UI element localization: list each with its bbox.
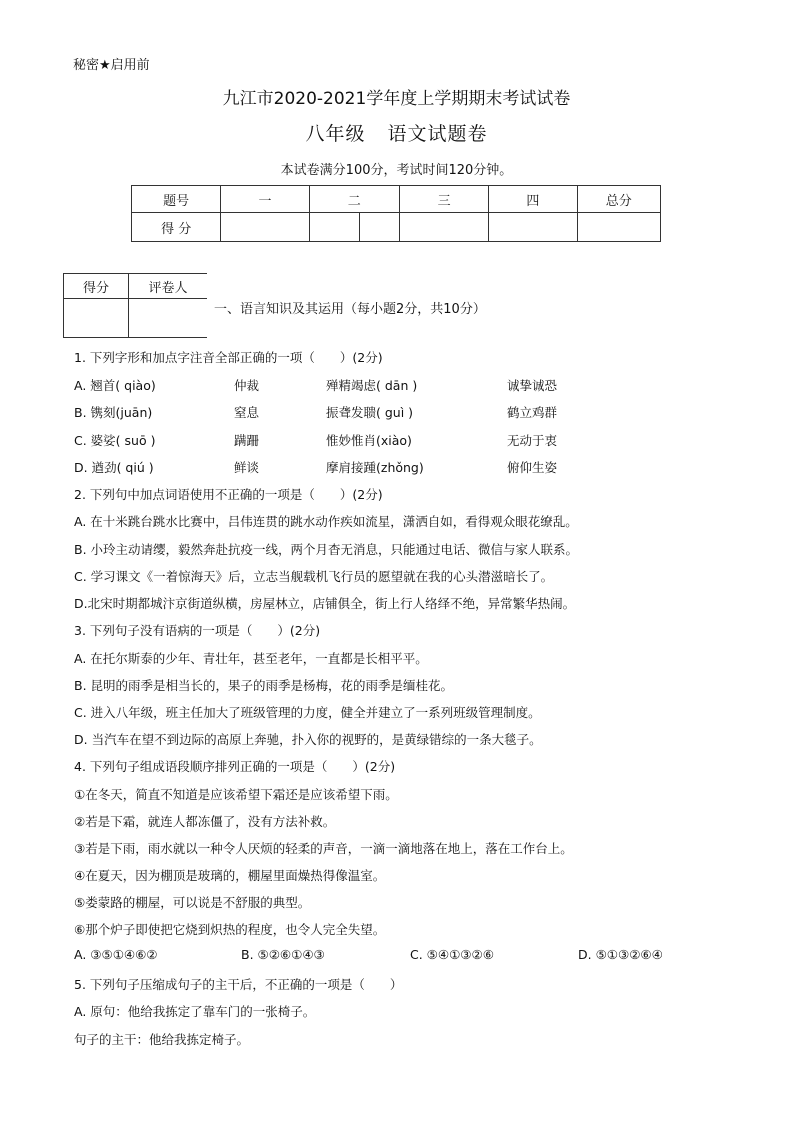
score-cell[interactable] [577,213,660,242]
q1-option-a-1: A. 翘首( qiào) [74,378,156,393]
q4-option-d: D. ⑤①③②⑥④ [578,947,663,962]
q1-option-b-2: 窒息 [234,405,260,420]
q1-option-b-3: 振聋发聩( guì ) [326,405,414,420]
q4-sentence-3: ③若是下雨，雨水就以一种令人厌烦的轻柔的声音，一滴一滴地落在地上，落在工作台上。 [74,841,573,856]
exam-subtitle [0,119,793,146]
q3-option-d: D. 当汽车在望不到边际的高原上奔驰，扑入你的视野的，是黄绿错综的一条大毯子。 [74,732,542,747]
q4-sentence-6: ⑥那个炉子即使把它烧到炽热的程度，也令人完全失望。 [74,922,386,937]
score-cell[interactable] [309,213,360,242]
q1-option-d-2: 鲜谈 [234,460,260,475]
q1-option-c-2: 蹒跚 [234,433,260,448]
score-header-cell: 总分 [577,186,660,213]
q5-option-a-main: 句子的主干：他给我拣定椅子。 [74,1032,250,1047]
q2-option-d: D.北宋时期都城汴京街道纵横，房屋林立，店铺俱全，街上行人络绎不绝，异常繁华热闹。 [74,596,576,611]
grader-name-cell[interactable] [129,299,208,338]
score-cell[interactable] [221,213,309,242]
score-header-cell: 四 [489,186,577,213]
q1-option-d-1: D. 遒劲( qiú ) [74,460,154,475]
q4-sentence-4: ④在夏天，因为棚顶是玻璃的，棚屋里面燥热得像温室。 [74,868,386,883]
score-header-cell: 题号 [132,186,221,213]
q4-sentence-1: ①在冬天，简直不知道是应该希望下霜还是应该希望下雨。 [74,787,398,802]
question-2-stem: 2. 下列句中加点词语使用不正确的一项是（ ）(2分) [74,487,383,502]
q1-option-a-4: 诚挚诚恐 [507,378,558,393]
q3-option-b: B. 昆明的雨季是相当长的，果子的雨季是杨梅，花的雨季是缅桂花。 [74,678,454,693]
score-table-header-row [132,186,661,213]
q1-option-b-4: 鹤立鸡群 [507,405,558,420]
q3-option-c: C. 进入八年级，班主任加大了班级管理的力度，健全并建立了一系列班级管理制度。 [74,705,541,720]
score-cell[interactable] [489,213,577,242]
question-4-stem: 4. 下列句子组成语段顺序排列正确的一项是（ ）(2分) [74,759,396,774]
exam-note: 本试卷满分100分，考试时间120分钟。 [280,163,513,178]
score-header-cell: 二 [309,186,399,213]
grader-score-label: 得分 [64,274,129,299]
question-5-stem: 5. 下列句子压缩成句子的主干后，不正确的一项是（ ） [74,977,403,992]
q1-option-d-3: 摩肩接踵(zhǒng) [326,460,424,475]
score-row-label: 得 分 [132,213,221,242]
score-table [131,185,661,242]
exam-title: 九江市2020-2021学年度上学期期末考试试卷 [222,89,571,109]
q1-option-a-3: 殚精竭虑( dān ) [326,378,418,393]
q2-option-c: C. 学习课文《一着惊海天》后，立志当舰载机飞行员的愿望就在我的心头潜滋暗长了。 [74,569,554,584]
q1-option-c-3: 惟妙惟肖(xiào) [326,433,412,448]
q2-option-b: B. 小玲主动请缨，毅然奔赴抗疫一线，两个月杳无消息，只能通过电话、微信与家人联系。 [74,542,579,557]
q1-option-b-1: B. 镌刻(juān) [74,405,153,420]
grader-name-label: 评卷人 [129,274,208,299]
q4-option-c: C. ⑤④①③②⑥ [410,947,494,962]
score-table-score-row [132,213,661,242]
score-header-cell: 三 [399,186,488,213]
q4-option-a: A. ③⑤①④⑥② [74,947,158,962]
grade-label: 八年级 [305,123,366,145]
q1-option-c-4: 无动于衷 [507,433,558,448]
q3-option-a: A. 在托尔斯泰的少年、青壮年，甚至老年，一直都是长相平平。 [74,651,428,666]
question-3-stem: 3. 下列句子没有语病的一项是（ ）(2分) [74,623,321,638]
q4-option-b: B. ⑤②⑥①④③ [241,947,325,962]
subject-label: 语文试题卷 [387,123,488,145]
score-header-cell: 一 [221,186,309,213]
question-1-stem: 1. 下列字形和加点字注音全部正确的一项（ ）(2分) [74,350,383,365]
q1-option-a-2: 仲裁 [234,378,260,393]
score-cell[interactable] [360,213,400,242]
q1-option-d-4: 俯仰生姿 [507,460,558,475]
grader-table [63,273,207,338]
q4-sentence-2: ②若是下霜，就连人都冻僵了，没有方法补救。 [74,814,336,829]
q4-sentence-5: ⑤娄蒙路的棚屋，可以说是不舒服的典型。 [74,895,311,910]
q2-option-a: A. 在十米跳台跳水比赛中，吕伟连贯的跳水动作疾如流星，潇洒自如，看得观众眼花缭乱。 [74,514,578,529]
q1-option-c-1: C. 婆娑( suō ) [74,433,156,448]
section-heading: 一、语言知识及其运用（每小题2分，共10分） [214,302,486,317]
grader-score-cell[interactable] [64,299,129,338]
score-cell[interactable] [399,213,488,242]
confidential-mark: 秘密★启用前 [73,58,150,73]
q5-option-a: A. 原句：他给我拣定了靠车门的一张椅子。 [74,1004,316,1019]
